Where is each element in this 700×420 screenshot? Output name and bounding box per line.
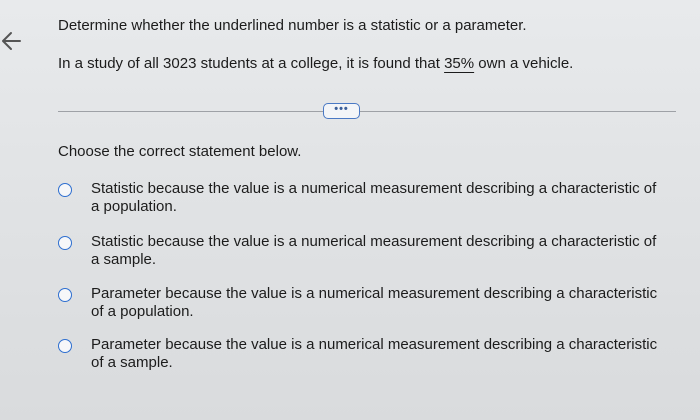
answer-option-c[interactable]: [58, 285, 668, 321]
instruction-text: Determine whether the underlined number is a statistic or a parameter.: [58, 17, 527, 34]
option-label-a: Statistic because the value is a numerical measurement describing a characteristic of a population.: [91, 180, 657, 215]
option-label-c: Parameter because the value is a numerical measurement describing a characteristic of a population.: [91, 285, 658, 320]
radio-button-a[interactable]: [58, 183, 72, 197]
question-text: [58, 55, 573, 72]
answer-option-b[interactable]: [58, 233, 668, 269]
radio-button-d[interactable]: [58, 339, 72, 353]
more-button[interactable]: [323, 103, 360, 119]
question-text-before: In a study of all 3023 students at a college, it is found that: [58, 55, 445, 72]
underlined-number: 35%: [444, 55, 475, 72]
answer-option-a[interactable]: [58, 180, 668, 216]
answer-prompt: Choose the correct statement below.: [58, 143, 302, 160]
question-text-after: own a vehicle.: [474, 55, 574, 72]
radio-button-b[interactable]: [58, 236, 72, 250]
option-label-b: Statistic because the value is a numerical measurement describing a characteristic of a sample.: [91, 233, 657, 268]
radio-button-c[interactable]: [58, 288, 72, 302]
divider: [58, 111, 676, 112]
answer-option-d[interactable]: [58, 336, 668, 372]
option-label-d: Parameter because the value is a numerical measurement describing a characteristic of a sample.: [91, 336, 658, 371]
ellipsis-icon: •••: [334, 103, 349, 115]
back-arrow-icon[interactable]: [0, 26, 26, 56]
